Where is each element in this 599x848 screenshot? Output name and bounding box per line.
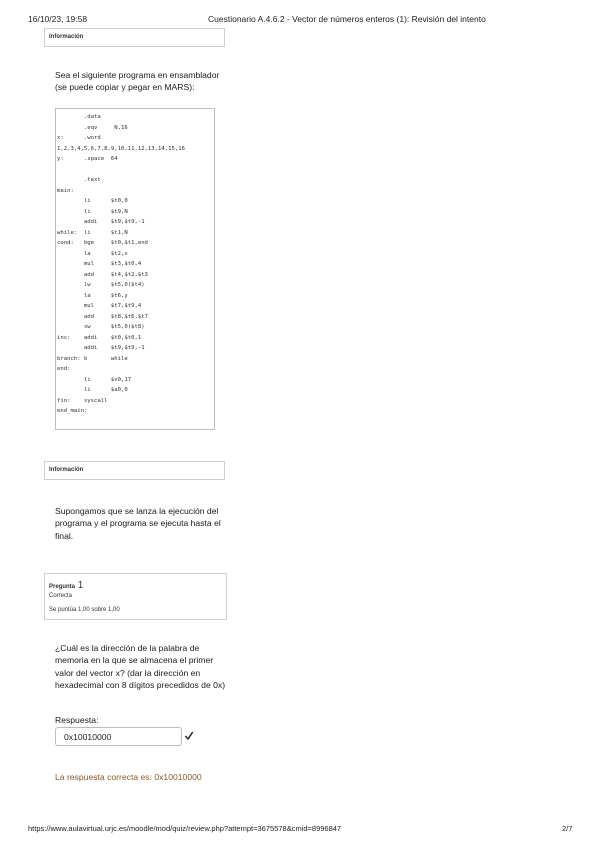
question-score: Se puntúa 1,00 sobre 1,00 <box>49 607 120 613</box>
question-status: Correcta <box>49 593 73 599</box>
answer-field[interactable] <box>55 727 182 746</box>
info-box <box>44 461 225 480</box>
question-number: Pregunta 1 <box>49 580 84 591</box>
page-number: 2/7 <box>562 824 573 833</box>
code-block <box>55 108 215 430</box>
intro-text: Sea el siguiente programa en ensamblador (se puede copiar y pegar en MARS): <box>55 70 220 93</box>
info-label: Información <box>49 467 84 473</box>
info-label: Información <box>49 34 84 40</box>
answer-value: 0x10010000 <box>64 732 112 742</box>
footer-url: https://www.aulavirtual.urjc.es/moodle/mod/quiz/review.php?attempt=3675578&cmid=8996847 <box>28 824 342 833</box>
info-box <box>44 28 225 47</box>
suppose-text: Supongamos que se lanza la ejecución del programa y el programa se ejecuta hasta el final. <box>55 506 221 541</box>
question-text: ¿Cuál es la dirección de la palabra de memoria en la que se almacena el primer valor del vector x? (dar la dirección en hexadecimal con 8 dígitos precedidos de 0x) <box>55 643 226 691</box>
question-info <box>44 573 227 620</box>
check-icon <box>185 730 193 742</box>
correct-answer-text: La respuesta correcta es: 0x10010000 <box>55 772 202 782</box>
answer-label: Respuesta: <box>55 715 99 725</box>
code-text: .data .eqv N,16 x: .word 1,2,3,4,5,6,7,8,9,10,11,12,13,14,15,16 y: .space 64 .text main: li $t0,0 li $t9,N addi $t9,$t9,-1 while: li $t1,N cond: bge $t0,$t1,end la $t2,x mul $t3,$t0,4 add $t4,$t2,$t3 lw $t5,0($t4) la $t6,y mul $t7,$t9,4 add $t8,$t6,$t7 sw $t5,0($t8) inc: addi $t0,$t0,1 addi $t9,$t9,-1 branch: b while end: li $v0,17 li $a0,0 fin: syscall end_main: <box>57 114 185 414</box>
page-title: Cuestionario A.4.6.2 - Vector de números enteros (1): Revisión del intento <box>208 14 486 24</box>
print-datetime: 16/10/23, 19:58 <box>28 14 88 24</box>
